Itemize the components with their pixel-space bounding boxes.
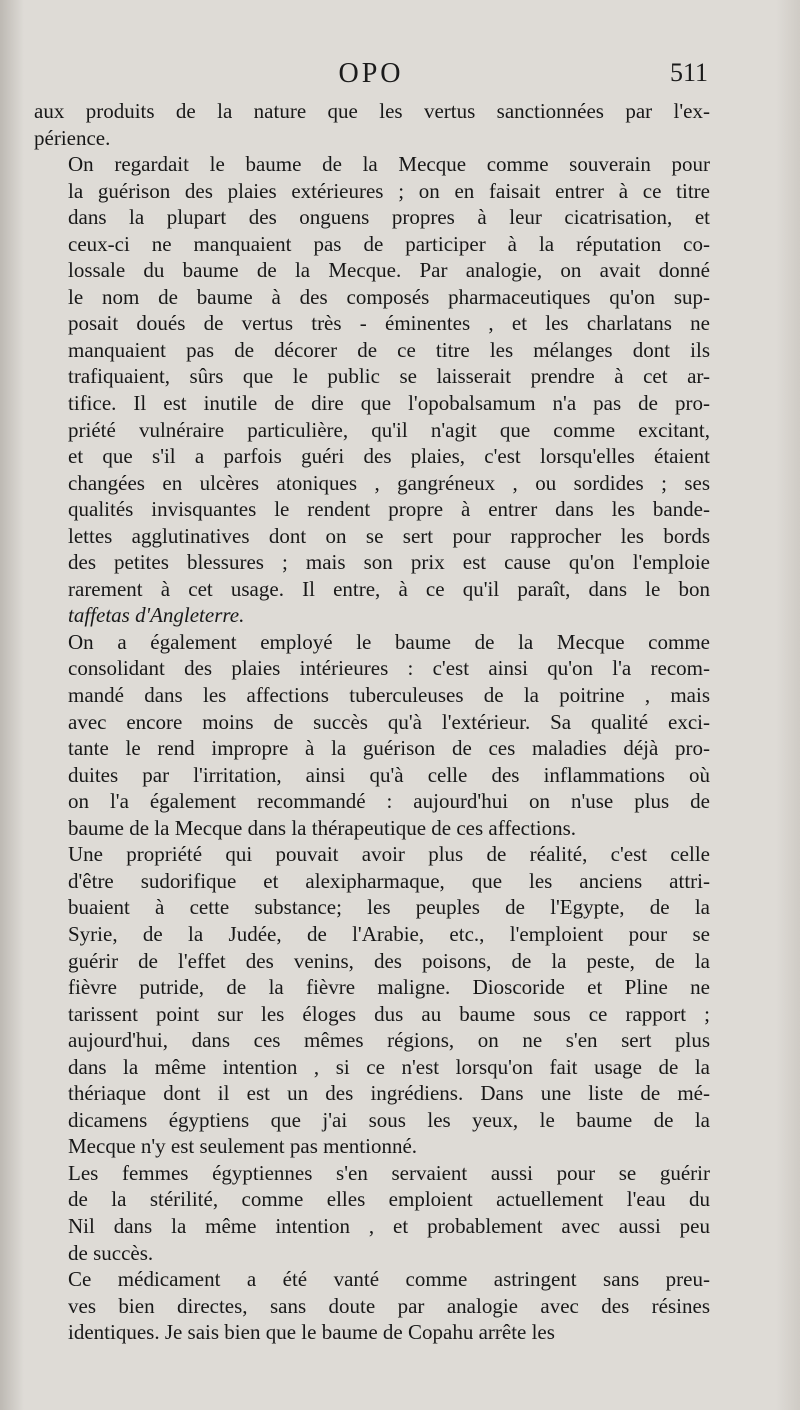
paragraph xyxy=(34,1266,710,1346)
text-line: la guérison des plaies extérieures ; on en faisait entrer à ce titre xyxy=(68,178,710,203)
text-line: d'être sudorifique et alexipharmaque, que les anciens attri- xyxy=(68,868,710,893)
text-line: périence. xyxy=(34,125,111,150)
text-line: Nil dans la même intention , et probablement avec aussi peu xyxy=(68,1213,710,1238)
text-line: duites par l'irritation, ainsi qu'à celle des inflammations où xyxy=(68,762,710,787)
text-line: tante le rend impropre à la guérison de ces maladies déjà pro- xyxy=(68,736,710,761)
text-line: ceux-ci ne manquaient pas de participer à la réputation co- xyxy=(68,231,710,256)
text-line: on l'a également recommandé : aujourd'hui on n'use plus de xyxy=(68,789,710,814)
text-line: dicamens égyptiens que j'ai sous les yeux, le baume de la xyxy=(68,1107,710,1132)
text-line: tifice. Il est inutile de dire que l'opobalsamum n'a pas de pro- xyxy=(68,391,710,416)
text-line: posait doués de vertus très - éminentes , et les charlatans ne xyxy=(68,311,710,336)
text-line: consolidant des plaies intérieures : c'est ainsi qu'on l'a recom- xyxy=(68,656,710,681)
text-line: identiques. Je sais bien que le baume de Copahu arrête les xyxy=(68,1320,555,1345)
text-line: de la stérilité, comme elles emploient actuellement l'eau du xyxy=(68,1187,710,1212)
text-line: qualités invisquantes le rendent propre à entrer dans les bande- xyxy=(68,497,710,522)
text-line: changées en ulcères atoniques , gangréneux , ou sordides ; ses xyxy=(68,470,710,495)
text-line: aujourd'hui, dans ces mêmes régions, on ne s'en sert plus xyxy=(68,1028,710,1053)
text-line: des petites blessures ; mais son prix est cause qu'on l'emploie xyxy=(68,550,710,575)
text-line: guérir de l'effet des venins, des poisons, de la peste, de la xyxy=(68,948,710,973)
text-line: avec encore moins de succès qu'à l'extérieur. Sa qualité exci- xyxy=(68,709,710,734)
text-line: aux produits de la nature que les vertus sanctionnées par l'ex- xyxy=(34,99,710,123)
running-title: OPO xyxy=(338,58,404,89)
text-line: On regardait le baume de la Mecque comme souverain pour xyxy=(68,152,710,177)
text-line: dans la plupart des onguens propres à leur cicatrisation, et xyxy=(68,205,710,230)
text-line: Mecque n'y est seulement pas mentionné. xyxy=(68,1134,418,1159)
text-line: rarement à cet usage. Il entre, à ce qu'il paraît, dans le bon xyxy=(68,576,710,601)
text-line: Les femmes égyptiennes s'en servaient aussi pour se guérir xyxy=(68,1160,710,1185)
text-line: mandé dans les affections tuberculeuses de la poitrine , mais xyxy=(68,683,710,708)
text-line: le nom de baume à des composés pharmaceutiques qu'on sup- xyxy=(68,284,710,309)
text-line: de succès. xyxy=(68,1240,154,1265)
text-line: On a également employé le baume de la Mecque comme xyxy=(68,629,710,654)
text-line: tarissent point sur les éloges dus au baume sous ce rapport ; xyxy=(68,1001,710,1026)
text-line: thériaque dont il est un des ingrédiens. Dans une liste de mé- xyxy=(68,1081,710,1106)
page-number: 511 xyxy=(669,58,708,87)
text-line: et que s'il a parfois guéri des plaies, c'est lorsqu'elles étaient xyxy=(68,444,710,469)
paragraph xyxy=(34,151,710,629)
paragraph xyxy=(34,841,710,1160)
paragraph xyxy=(34,1160,710,1266)
paragraph xyxy=(34,629,710,841)
text-line: Une propriété qui pouvait avoir plus de réalité, c'est celle xyxy=(68,842,710,867)
text-line: priété vulnéraire particulière, qu'il n'agit que comme excitant, xyxy=(68,417,710,442)
text-line: fièvre putride, de la fièvre maligne. Dioscoride et Pline ne xyxy=(68,975,710,1000)
body-text xyxy=(34,98,710,1346)
text-line: lossale du baume de la Mecque. Par analogie, on avait donné xyxy=(68,258,710,283)
text-line: lettes agglutinatives dont on se sert pour rapprocher les bords xyxy=(68,523,710,548)
paragraph xyxy=(34,98,710,151)
text-line: trafiquaient, sûrs que le public se laisserait prendre à cet ar- xyxy=(68,364,710,389)
text-line: dans la même intention , si ce n'est lorsqu'on fait usage de la xyxy=(68,1054,710,1079)
text-line: Syrie, de la Judée, de l'Arabie, etc., l'emploient pour se xyxy=(68,921,710,946)
text-line: Ce médicament a été vanté comme astringent sans preu- xyxy=(68,1267,710,1292)
text-line: manquaient pas de décorer de ce titre les mélanges dont ils xyxy=(68,337,710,362)
text-line: taffetas d'Angleterre. xyxy=(68,603,245,628)
running-head xyxy=(34,58,708,94)
text-line: ves bien directes, sans doute par analogie avec des résines xyxy=(68,1293,710,1318)
text-line: baume de la Mecque dans la thérapeutique de ces affections. xyxy=(68,815,577,840)
text-line: buaient à cette substance; les peuples de l'Egypte, de la xyxy=(68,895,710,920)
